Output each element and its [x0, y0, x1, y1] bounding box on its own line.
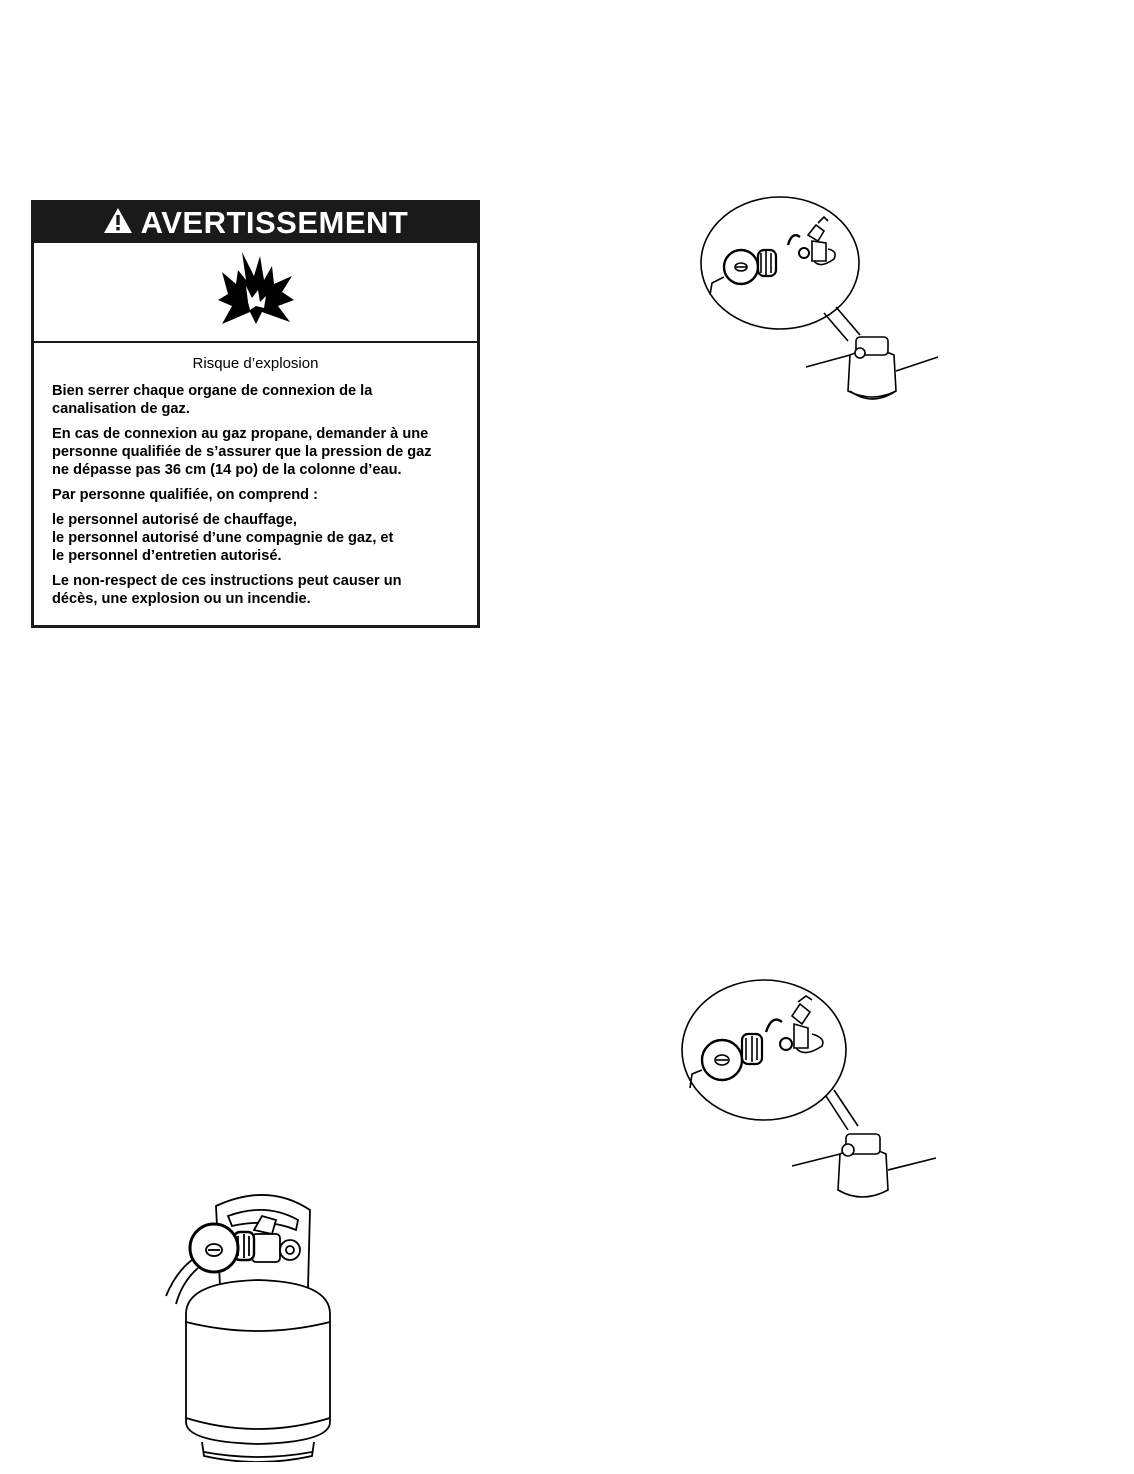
- propane-tank-connection-detail-bottom: [680, 978, 940, 1208]
- warning-subtitle: Risque d’explosion: [192, 355, 319, 372]
- warning-paragraph: le personnel autorisé de chauffage, le personnel autorisé d’une compagnie de gaz, et le personnel d’entretien autorisé.: [52, 512, 394, 564]
- warning-title: AVERTISSEMENT: [140, 205, 409, 240]
- warning-paragraph: Le non-respect de ces instructions peut causer un décès, une explosion ou un incendie.: [52, 573, 402, 607]
- propane-tank-icon: [680, 978, 940, 1208]
- warning-paragraph: Bien serrer chaque organe de connexion de la canalisation de gaz.: [52, 383, 373, 417]
- warning-icon-area: [34, 243, 477, 343]
- explosion-icon: [216, 250, 296, 335]
- propane-tank-icon: [700, 195, 950, 410]
- warning-box: [31, 200, 480, 628]
- warning-header: [34, 203, 477, 243]
- warning-body: [34, 343, 477, 608]
- propane-tank-with-regulator: [158, 1190, 358, 1462]
- alert-triangle-icon: [103, 207, 133, 239]
- propane-tank-icon: [158, 1190, 358, 1462]
- propane-tank-connection-detail-top: [700, 195, 950, 410]
- warning-paragraph: Par personne qualifiée, on comprend :: [52, 487, 318, 503]
- warning-paragraph: En cas de connexion au gaz propane, demander à une personne qualifiée de s’assurer que la pression de gaz ne dépasse pas 36 cm (14 po) de la colonne d’eau.: [52, 426, 432, 478]
